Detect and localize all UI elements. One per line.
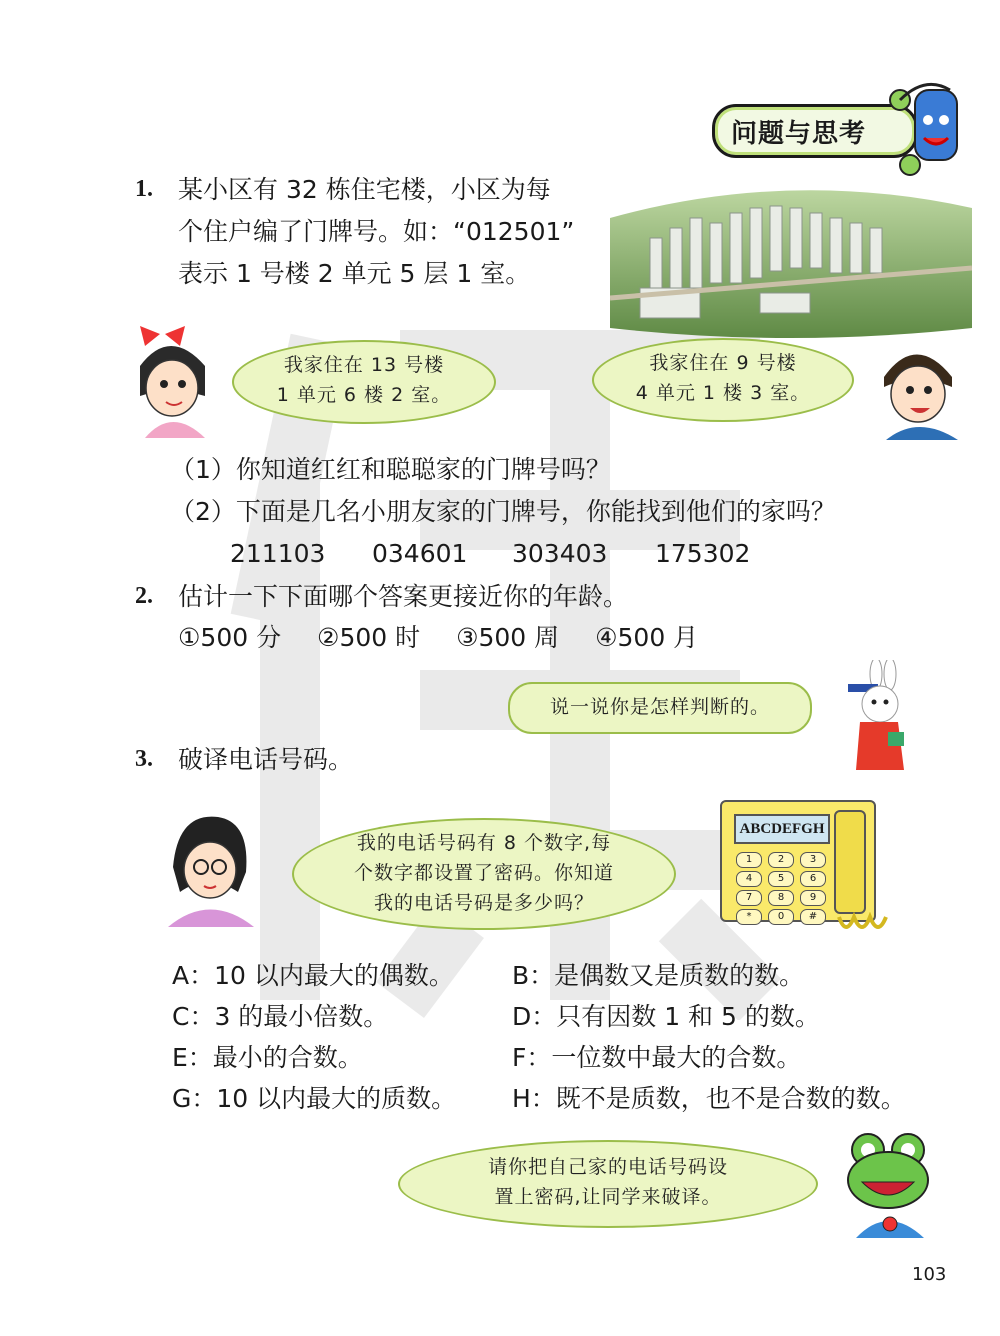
rabbit-illustration bbox=[838, 660, 918, 780]
phone-key: 0 bbox=[768, 909, 794, 925]
q2-number: 2. bbox=[135, 583, 153, 609]
q1-line-2: 个住户编了门牌号。如：“012501” bbox=[178, 217, 575, 246]
teacher-bubble-line-3: 我的电话号码是多少吗？ bbox=[373, 892, 594, 914]
frog-mascot-illustration bbox=[832, 1128, 944, 1238]
phone-key: 3 bbox=[800, 852, 826, 868]
clue-d: D：只有因数 1 和 5 的数。 bbox=[512, 1002, 820, 1031]
phone-key: 2 bbox=[768, 852, 794, 868]
residential-district-photo bbox=[610, 178, 972, 338]
telephone-illustration bbox=[720, 800, 876, 922]
girl-bubble-line-2: 1 单元 6 楼 2 室。 bbox=[276, 384, 452, 406]
teacher-illustration bbox=[158, 812, 258, 927]
girl-bubble-line-1: 我家住在 13 号楼 bbox=[283, 354, 445, 376]
teacher-speech-bubble bbox=[292, 818, 676, 930]
teacher-bubble-line-1: 我的电话号码有 8 个数字,每 bbox=[356, 832, 612, 854]
phone-key: 6 bbox=[800, 871, 826, 887]
phone-handset bbox=[834, 810, 866, 914]
frog-bubble-line-2: 置上密码,让同学来破译。 bbox=[494, 1186, 722, 1208]
phone-key: 5 bbox=[768, 871, 794, 887]
boy-speech-bubble bbox=[592, 338, 854, 422]
clue-b: B：是偶数又是质数的数。 bbox=[512, 961, 805, 990]
phone-key: 9 bbox=[800, 890, 826, 906]
q2-option: ④500 月 bbox=[595, 623, 699, 652]
q2-text: 估计一下下面哪个答案更接近你的年龄。 bbox=[178, 582, 629, 611]
boy-bubble-line-1: 我家住在 9 号楼 bbox=[649, 352, 797, 374]
q1-number: 1. bbox=[135, 176, 153, 202]
clue-c: C：3 的最小倍数。 bbox=[172, 1002, 389, 1031]
q1-sub-question-1: （1）你知道红红和聪聪家的门牌号吗？ bbox=[170, 455, 611, 484]
phone-key: * bbox=[736, 909, 762, 925]
phone-cord-icon bbox=[834, 912, 894, 942]
clue-a: A：10 以内最大的偶数。 bbox=[172, 961, 454, 990]
clue-g: G：10 以内最大的质数。 bbox=[172, 1084, 457, 1113]
q1-line-3: 表示 1 号楼 2 单元 5 层 1 室。 bbox=[178, 259, 531, 288]
q1-line-1: 某小区有 32 栋住宅楼，小区为每 bbox=[178, 175, 551, 204]
boy-congcong-illustration bbox=[866, 332, 966, 440]
teacher-bubble-line-2: 个数字都设置了密码。你知道 bbox=[353, 862, 614, 884]
rabbit-bubble-text: 说一说你是怎样判断的。 bbox=[549, 696, 770, 718]
q2-option: ③500 周 bbox=[456, 623, 560, 652]
q2-option: ①500 分 bbox=[178, 623, 282, 652]
phone-key: 8 bbox=[768, 890, 794, 906]
phone-key: 4 bbox=[736, 871, 762, 887]
door-code: 175302 bbox=[655, 539, 751, 568]
q3-number: 3. bbox=[135, 746, 153, 772]
section-title: 问题与思考 bbox=[731, 119, 867, 149]
phone-key: 1 bbox=[736, 852, 762, 868]
door-code: 303403 bbox=[512, 539, 608, 568]
frog-speech-bubble bbox=[398, 1140, 818, 1228]
page-number: 103 bbox=[912, 1264, 947, 1285]
mouse-mascot-icon bbox=[880, 70, 970, 180]
door-code: 211103 bbox=[230, 539, 326, 568]
clue-e: E：最小的合数。 bbox=[172, 1043, 363, 1072]
girl-speech-bubble bbox=[232, 340, 496, 424]
q1-sub-question-2: （2）下面是几名小朋友家的门牌号，你能找到他们的家吗？ bbox=[170, 497, 836, 526]
q2-option: ②500 时 bbox=[317, 623, 421, 652]
rabbit-speech-bubble bbox=[508, 682, 812, 734]
girl-honghong-illustration bbox=[120, 326, 220, 438]
phone-screen: ABCDEFGH bbox=[734, 814, 830, 844]
phone-key: # bbox=[800, 909, 826, 925]
q2-options bbox=[178, 620, 726, 656]
q3-text: 破译电话号码。 bbox=[178, 745, 354, 774]
phone-key: 7 bbox=[736, 890, 762, 906]
phone-keypad bbox=[736, 852, 826, 925]
clue-h: H：既不是质数，也不是合数的数。 bbox=[512, 1084, 906, 1113]
frog-bubble-line-1: 请你把自己家的电话号码设 bbox=[487, 1156, 728, 1178]
boy-bubble-line-2: 4 单元 1 楼 3 室。 bbox=[635, 382, 811, 404]
clue-f: F：一位数中最大的合数。 bbox=[512, 1043, 802, 1072]
door-code: 034601 bbox=[372, 539, 468, 568]
